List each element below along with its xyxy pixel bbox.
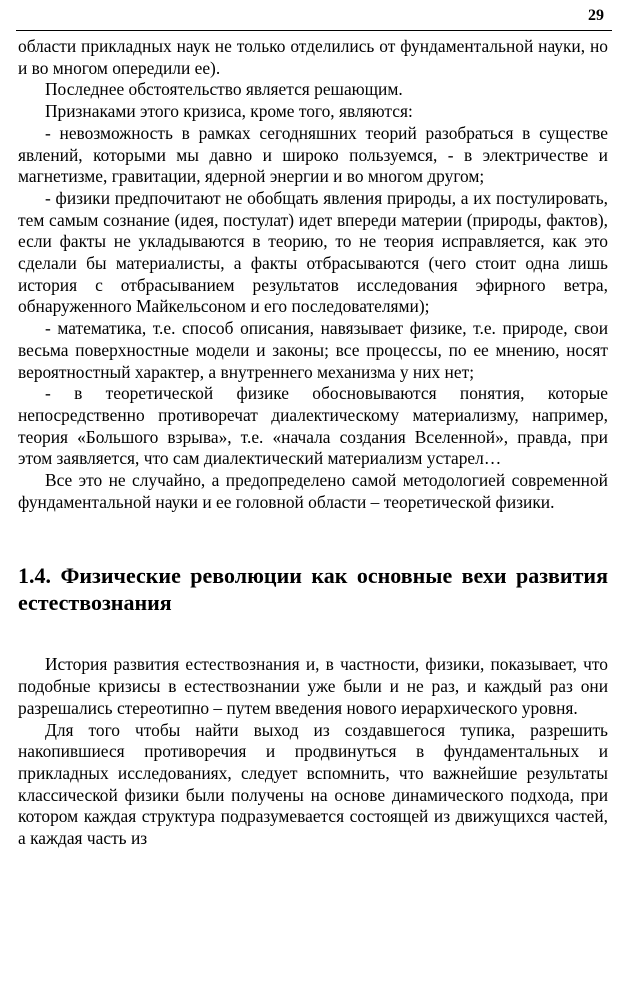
page-body — [18, 36, 608, 850]
list-item: - математика, т.е. способ описания, навязывает физике, т.е. природе, свои весьма поверхностные модели и законы; все процессы, по ее мнению, носят вероятностный характер, а внутреннего механизма у них нет; — [18, 318, 608, 382]
paragraph: Признаками этого кризиса, кроме того, являются: — [45, 101, 413, 122]
section-heading: 1.4. Физические революции как основные вехи развития естествознания — [18, 563, 608, 616]
page-number: 29 — [588, 7, 604, 24]
paragraph: области прикладных наук не только отделились от фундаментальной науки, но и во многом опередили ее). — [18, 36, 608, 78]
paragraph: Для того чтобы найти выход из создавшегося тупика, разрешить накопившиеся противоречия и продвинуться в фундаментальных и прикладных исследованиях, следует вспомнить, что важнейшие результаты классической физики были получены на основе динамического подхода, при котором каждая структура подразумевается состоящей из движущихся частей, а каждая часть из — [18, 719, 608, 849]
paragraph: История развития естествознания и, в частности, физики, показывает, что подобные кризисы в естествознании уже были и не раз, и каждый раз они разрешались стереотипно – путем введения нового иерархического уровня. — [18, 654, 608, 718]
list-item: - невозможность в рамках сегодняшних теорий разобраться в существе явлений, которыми мы давно и широко пользуемся, - в электричестве и магнетизме, гравитации, ядерной энергии и во многом другом; — [18, 122, 608, 187]
list-item: - в теоретической физике обосновываются понятия, которые непосредственно противоречат диалектическому материализму, например, теория «Большого взрыва», т.е. «начала создания Вселенной», правда, при этом заявляется, что сам диалектический материализм устарел… — [18, 383, 608, 469]
list-item: - физики предпочитают не обобщать явления природы, а их постулировать, тем самым сознание (идея, постулат) идет впереди материи (природы, фактов), если факты не укладываются в теорию, то не теория исправляется, как это сделали бы материалисты, а факты отбрасываются (чего стоит одна лишь история с отбрасыванием результатов исследования эфирного ветра, обнаруженного Майкельсоном и его последователями); — [18, 187, 608, 317]
paragraph: Последнее обстоятельство является решающим. — [45, 79, 403, 100]
paragraph: Все это не случайно, а предопределено самой методологией современной фундаментальной науки и ее головной области – теоретической физики. — [18, 470, 608, 512]
header-rule — [16, 30, 612, 31]
